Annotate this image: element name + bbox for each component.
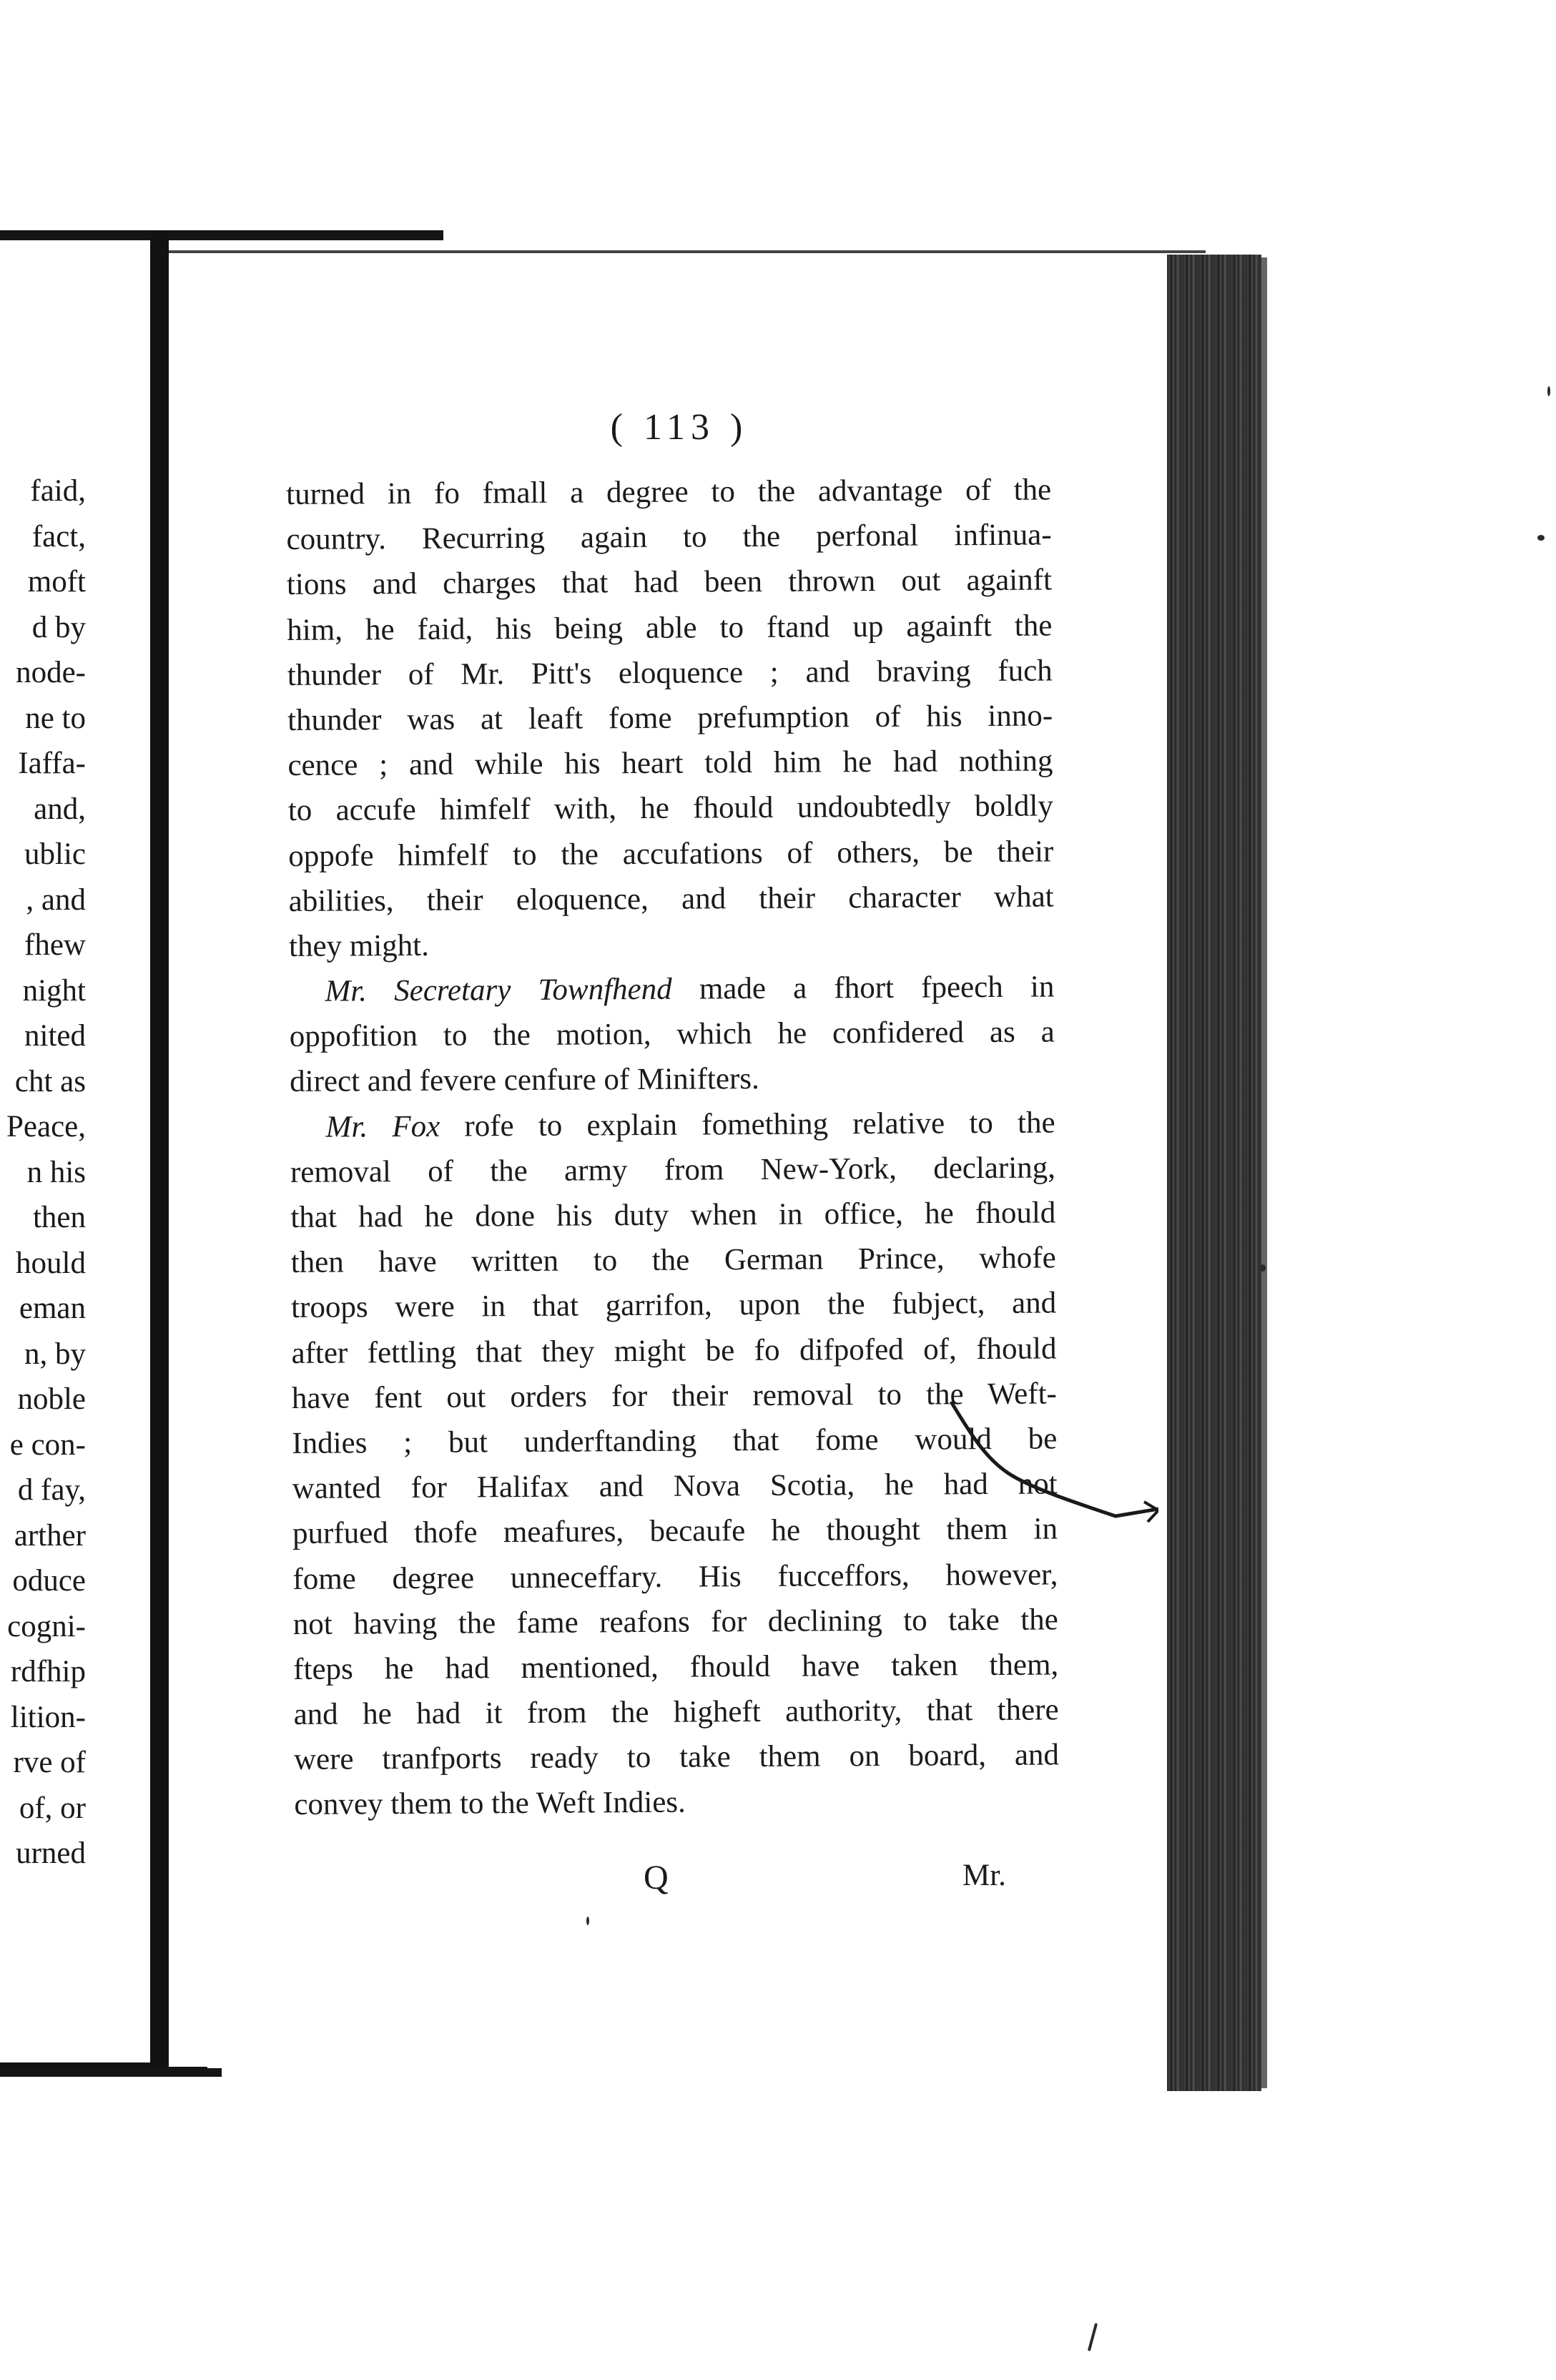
text-line: abilities, their eloquence, and their character what [288, 880, 1054, 918]
text-line: to accufe himfelf with, he fhould undoubtedly boldly [287, 789, 1054, 828]
text-line: Indies ; but underftanding that fome would be [292, 1422, 1058, 1460]
handwritten-ink-stroke [944, 1395, 1158, 1538]
text-line: convey them to the Weft Indies. [294, 1786, 686, 1822]
page-number: ( 113 ) [610, 407, 749, 448]
text-line: were tranfports ready to take them on board, and [293, 1738, 1060, 1777]
book-page-edges [1167, 255, 1261, 2091]
left-fragment-line: ublic [24, 837, 86, 871]
left-fragment-line: Iaffa- [18, 747, 86, 780]
text-line: after fettling that they might be fo difpofed of, fhould [291, 1332, 1057, 1370]
left-fragment-line: cht as [14, 1064, 86, 1098]
text-line: fteps he had mentioned, fhould have taken them, [293, 1648, 1059, 1686]
left-fragment-line: eman [19, 1292, 86, 1325]
speck-mark [1547, 386, 1550, 396]
speaker-name: Mr. Fox [325, 1109, 440, 1144]
speck-mark [1260, 1264, 1266, 1272]
left-page-text-fragment [0, 468, 86, 1877]
text-line: oppofe himfelf to the accufations of others, be their [288, 834, 1054, 873]
text-line: tions and charges that had been thrown out againft [286, 563, 1053, 602]
left-fragment-line: fact, [31, 519, 86, 554]
signature-mark: Q [644, 1859, 669, 1897]
left-fragment-line: node- [16, 656, 86, 689]
binding-bracket [150, 230, 169, 2077]
left-fragment-line: e con- [9, 1427, 86, 1462]
text-line: they might. [288, 928, 430, 963]
left-page-bottom-rule [0, 2068, 222, 2077]
speck-mark [1537, 535, 1545, 541]
left-fragment-line: night [22, 973, 86, 1008]
book-edge-shadow [1261, 257, 1267, 2088]
speck-mark [586, 1917, 589, 1925]
left-fragment-line: fhew [24, 928, 86, 962]
speck-mark [1088, 2323, 1098, 2351]
catchword: Mr. [962, 1859, 1006, 1892]
left-fragment-line: rve of [13, 1746, 86, 1779]
text-line-content: made a fhort fpeech in [671, 970, 1055, 1006]
text-line: oppofition to the motion, which he confidered as a [289, 1015, 1055, 1054]
left-fragment-line: nited [24, 1019, 86, 1053]
text-line [289, 965, 1054, 1015]
text-line: and he had it from the higheft authority, that there [293, 1693, 1059, 1732]
text-line: fome degree unneceffary. His fucceffors, however, [292, 1557, 1058, 1596]
text-line: wanted for Halifax and Nova Scotia, he had not [292, 1467, 1058, 1506]
left-fragment-line: and, [34, 792, 86, 826]
left-fragment-line: cogni- [7, 1609, 86, 1643]
left-fragment-line: n his [26, 1155, 86, 1189]
text-line: thunder of Mr. Pitt's eloquence ; and braving fuch [287, 654, 1053, 692]
left-fragment-line: ne to [25, 701, 86, 735]
left-fragment-line: d by [31, 610, 86, 644]
text-line: direct and fevere cenfure of Minifters. [290, 1062, 759, 1099]
text-line: thunder was at leaft fome prefumption of his inno- [287, 699, 1053, 737]
text-line: purfued thofe meafures, becaufe he thought them in [292, 1512, 1058, 1551]
text-line [290, 1100, 1055, 1150]
text-line-content: rofe to explain fomething relative to the [440, 1106, 1055, 1144]
left-fragment-line: n, by [24, 1337, 86, 1371]
text-line: have fent out orders for their removal to the Weft- [291, 1377, 1058, 1415]
text-line: troops were in that garrifon, upon the fubject, and [290, 1286, 1057, 1325]
left-fragment-line: oduce [12, 1564, 86, 1598]
left-fragment-line: noble [17, 1382, 86, 1416]
left-fragment-line: Peace, [6, 1110, 86, 1144]
text-line: country. Recurring again to the perfonal infinua- [286, 518, 1052, 557]
speaker-name: Mr. Secretary Townfhend [325, 972, 672, 1008]
page-body-text [286, 467, 1060, 1827]
text-line: then have written to the German Prince, whofe [290, 1241, 1056, 1280]
text-line: cence ; and while his heart told him he had nothing [287, 744, 1053, 783]
left-page-top-rule [0, 230, 443, 240]
left-fragment-line: arther [14, 1518, 86, 1553]
left-fragment-line: , and [26, 882, 86, 917]
left-fragment-line: faid, [30, 474, 86, 508]
left-fragment-line: urned [16, 1836, 86, 1870]
text-line: removal of the army from New-York, declaring, [290, 1151, 1056, 1189]
left-fragment-line: of, or [19, 1791, 86, 1825]
left-fragment-line: d fay, [17, 1473, 86, 1507]
text-line: turned in fo fmall a degree to the advantage of the [286, 473, 1052, 511]
text-line: him, he faid, his being able to ftand up againft the [287, 609, 1053, 647]
left-fragment-line: moft [27, 565, 86, 599]
left-fragment-line: hould [16, 1246, 86, 1280]
left-fragment-line: rdfhip [10, 1655, 86, 1688]
text-line: that had he done his duty when in office, he fhould [290, 1196, 1056, 1234]
text-line: not having the fame reafons for declining to take the [292, 1603, 1058, 1641]
page-top-edge [169, 250, 1206, 253]
left-fragment-line: then [32, 1201, 86, 1234]
left-fragment-line: lition- [10, 1700, 86, 1734]
